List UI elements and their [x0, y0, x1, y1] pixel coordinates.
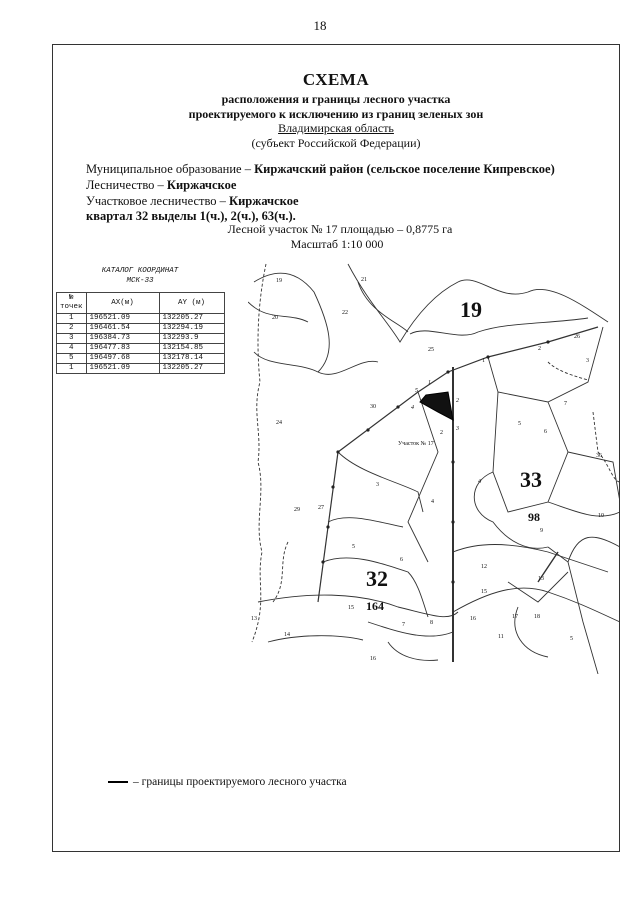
- allotment-label: 5: [518, 421, 521, 427]
- col-header-ax: AX(м): [86, 293, 159, 314]
- quarter-label-33: 33: [520, 467, 542, 492]
- cell-ay: 132205.27: [159, 364, 224, 374]
- allotment-label: 30: [370, 404, 376, 410]
- plot-label: Участок № 17: [398, 441, 434, 447]
- allotment-label: 12: [481, 564, 487, 570]
- boundary-points: [321, 340, 549, 583]
- allotment-label: 13: [538, 576, 544, 582]
- allotment-label: 27: [318, 505, 324, 511]
- cell-ay: 132205.27: [159, 314, 224, 324]
- allotment-label: 3: [376, 482, 379, 488]
- point-label-4: 4: [411, 405, 414, 411]
- table-row: [57, 324, 225, 334]
- municipality-line: [86, 162, 555, 177]
- allotment-boundaries: [248, 264, 620, 674]
- plot-17-area: [420, 392, 453, 420]
- allotment-label: 4: [431, 499, 434, 505]
- allotment-label: 29: [294, 507, 300, 513]
- plot-line: Лесной участок № 17 площадью – 0,8775 га: [227, 222, 453, 236]
- allotment-label: 26: [574, 334, 580, 340]
- forestry-label: Лесничество –: [86, 178, 167, 192]
- allotment-label: 8: [430, 620, 433, 626]
- district-line: [86, 194, 299, 209]
- allotment-label: 5: [570, 636, 573, 642]
- quarter-label-32: 32: [366, 566, 388, 591]
- cell-point: 3: [57, 334, 87, 344]
- allotment-label: 10: [598, 513, 604, 519]
- allotment-label: 4: [478, 479, 481, 485]
- allotment-label: 15: [481, 589, 487, 595]
- doc-title: СХЕМА: [302, 70, 370, 89]
- sub-label-164: 164: [366, 599, 384, 613]
- allotment-label: 5: [352, 544, 355, 550]
- cell-ax: 196497.68: [86, 354, 159, 364]
- allotment-label: 2: [440, 430, 443, 436]
- allotment-label: 13: [251, 616, 257, 622]
- forest-map: [248, 262, 620, 674]
- allotment-label: 1: [482, 358, 485, 364]
- allotment-numbers: [251, 277, 604, 662]
- point-label-5: 5: [415, 388, 418, 394]
- cell-point: 1: [57, 364, 87, 374]
- district-value: Киржачское: [229, 194, 299, 208]
- point-label-3: 3: [456, 426, 459, 432]
- cell-point: 2: [57, 324, 87, 334]
- coordinate-table: [56, 292, 225, 374]
- cell-ay: 132154.85: [159, 344, 224, 354]
- allotment-label: 2: [538, 346, 541, 352]
- allotment-label: 22: [342, 310, 348, 316]
- forestry-line: [86, 178, 236, 193]
- allotment-label: 14: [284, 632, 290, 638]
- allotment-label: 36: [596, 453, 602, 459]
- allotment-label: 16: [370, 656, 376, 662]
- allotment-label: 19: [276, 278, 282, 284]
- allotment-label: 7: [564, 401, 567, 407]
- allotment-label: 15: [348, 605, 354, 611]
- cell-ax: 196521.09: [86, 314, 159, 324]
- cell-point: 1: [57, 314, 87, 324]
- allotment-label: 18: [534, 614, 540, 620]
- municipality-value: Киржачский район (сельское поселение Кипревское): [254, 162, 555, 176]
- allotment-label: 9: [540, 528, 543, 534]
- page-number: 18: [313, 18, 327, 33]
- quarter-line: квартал 32 выделы 1(ч.), 2(ч.), 63(ч.).: [86, 209, 296, 223]
- catalog-title-1: КАТАЛОГ КООРДИНАТ: [101, 267, 179, 275]
- legend: [108, 776, 347, 788]
- cell-point: 4: [57, 344, 87, 354]
- map-labels: [251, 277, 604, 662]
- cell-ax: 196521.09: [86, 364, 159, 374]
- table-row: [57, 364, 225, 374]
- district-label: Участковое лесничество –: [86, 194, 230, 208]
- cell-ay: 132293.9: [159, 334, 224, 344]
- allotment-label: 11: [498, 634, 504, 640]
- allotment-label: 20: [272, 315, 278, 321]
- allotment-label: 24: [276, 420, 282, 426]
- allotment-label: 17: [512, 614, 518, 620]
- legend-text: – границы проектируемого лесного участка: [133, 776, 347, 788]
- point-label-2: 2: [456, 398, 459, 404]
- table-header-row: [57, 293, 225, 314]
- col-header-point: № точек: [57, 293, 87, 314]
- table-row: [57, 314, 225, 324]
- legend-line-swatch: [108, 781, 128, 783]
- table-row: [57, 334, 225, 344]
- quarter-label-19: 19: [460, 297, 482, 322]
- catalog-title-2: МСК-33: [126, 277, 154, 285]
- doc-subtitle-1: расположения и границы лесного участка: [221, 92, 451, 106]
- region: Владимирская область: [278, 121, 394, 135]
- allotment-label: 7: [402, 622, 405, 628]
- cell-ax: 196477.83: [86, 344, 159, 354]
- table-row: [57, 344, 225, 354]
- allotment-label: 3: [586, 358, 589, 364]
- scale-line: Масштаб 1:10 000: [290, 237, 384, 251]
- forestry-value: Киржачское: [166, 178, 237, 192]
- point-label-1: 1: [428, 380, 431, 386]
- cell-ax: 196461.54: [86, 324, 159, 334]
- table-row: [57, 354, 225, 364]
- sub-label-98: 98: [528, 510, 540, 524]
- allotment-label: 16: [470, 616, 476, 622]
- allotment-label: 21: [361, 277, 367, 283]
- allotment-label: 6: [544, 429, 547, 435]
- cell-ay: 132294.19: [159, 324, 224, 334]
- municipality-label: Муниципальное образование –: [86, 162, 255, 176]
- catalog-title: [100, 266, 180, 286]
- cell-point: 5: [57, 354, 87, 364]
- col-header-ay: AY (м): [159, 293, 224, 314]
- allotment-label: 25: [428, 347, 434, 353]
- region-note: (субъект Российской Федерации): [251, 136, 421, 150]
- cell-ax: 196384.73: [86, 334, 159, 344]
- cell-ay: 132178.14: [159, 354, 224, 364]
- allotment-label: 6: [400, 557, 403, 563]
- doc-subtitle-2: проектируемого к исключению из границ зеленых зон: [188, 107, 484, 121]
